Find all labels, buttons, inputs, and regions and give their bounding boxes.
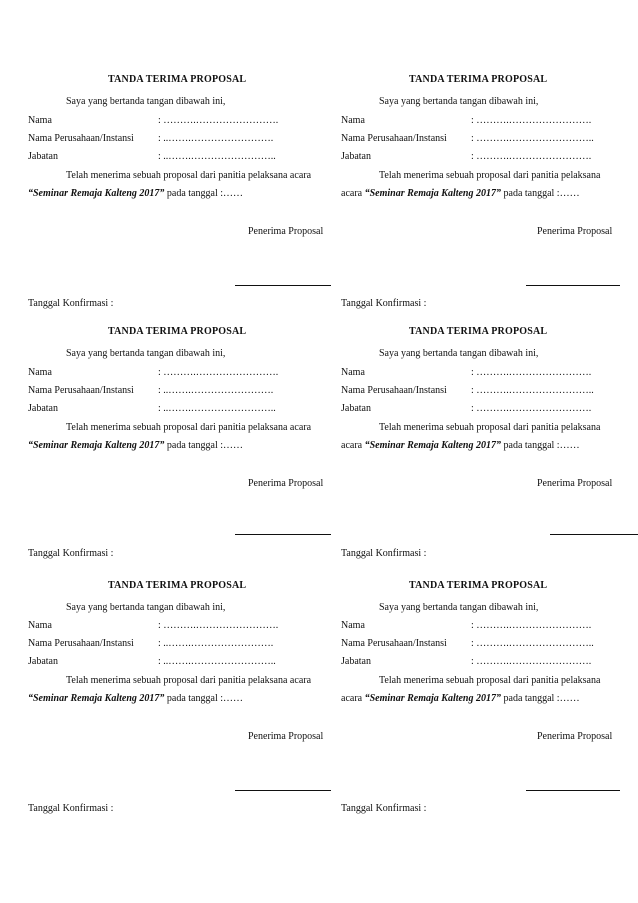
receipt-title: TANDA TERIMA PROPOSAL xyxy=(409,326,548,337)
field-label-jabatan: Jabatan xyxy=(341,151,371,162)
signature-line xyxy=(550,534,638,535)
event-date: pada tanggal :…… xyxy=(164,693,243,704)
field-value-instansi: : ..…….……………………. xyxy=(158,385,274,396)
field-label-jabatan: Jabatan xyxy=(28,656,58,667)
event-date: pada tanggal :…… xyxy=(501,440,580,451)
field-value-nama: : ……….……………………. xyxy=(158,367,279,378)
receipt-title: TANDA TERIMA PROPOSAL xyxy=(108,74,247,85)
receipt-body-text: Telah menerima sebuah proposal dari panitia pelaksana acara xyxy=(66,170,312,181)
field-value-nama: : ……….……………………. xyxy=(471,367,592,378)
receipt-body-text: Telah menerima sebuah proposal dari panitia pelaksana xyxy=(379,170,601,181)
field-value-jabatan: : ……….……………………. xyxy=(471,403,592,414)
receipt-intro: Saya yang bertanda tangan dibawah ini, xyxy=(379,348,539,359)
field-label-nama: Nama xyxy=(341,620,365,631)
receipt-card xyxy=(341,580,638,830)
field-label-instansi: Nama Perusahaan/Instansi xyxy=(341,638,447,649)
receipt-card xyxy=(341,74,638,324)
field-label-jabatan: Jabatan xyxy=(28,403,58,414)
receipt-card xyxy=(28,580,328,830)
confirm-date-label: Tanggal Konfirmasi : xyxy=(341,548,427,559)
field-value-nama: : ……….……………………. xyxy=(158,620,279,631)
receipt-title: TANDA TERIMA PROPOSAL xyxy=(108,580,247,591)
event-prefix: acara xyxy=(341,440,365,451)
field-label-nama: Nama xyxy=(28,620,52,631)
field-label-nama: Nama xyxy=(28,367,52,378)
receipt-intro: Saya yang bertanda tangan dibawah ini, xyxy=(379,602,539,613)
receipt-body-text: Telah menerima sebuah proposal dari panitia pelaksana xyxy=(379,675,601,686)
receipt-event-line xyxy=(28,693,243,705)
event-name: “Seminar Remaja Kalteng 2017” xyxy=(28,693,165,704)
confirm-date-label: Tanggal Konfirmasi : xyxy=(341,298,427,309)
field-label-nama: Nama xyxy=(341,367,365,378)
receipt-intro: Saya yang bertanda tangan dibawah ini, xyxy=(379,96,539,107)
receipt-body-text: Telah menerima sebuah proposal dari panitia pelaksana xyxy=(379,422,601,433)
signature-line xyxy=(235,534,331,535)
field-value-nama: : ……….……………………. xyxy=(158,115,279,126)
field-value-instansi: : ……….…………………….. xyxy=(471,638,594,649)
field-label-instansi: Nama Perusahaan/Instansi xyxy=(341,133,447,144)
field-label-instansi: Nama Perusahaan/Instansi xyxy=(28,385,134,396)
field-label-nama: Nama xyxy=(28,115,52,126)
event-date: pada tanggal :…… xyxy=(501,693,580,704)
recipient-label: Penerima Proposal xyxy=(248,226,324,237)
receipt-event-line xyxy=(341,440,580,452)
field-value-jabatan: : ……….……………………. xyxy=(471,151,592,162)
event-prefix: acara xyxy=(341,188,365,199)
signature-line xyxy=(235,790,331,791)
receipt-intro: Saya yang bertanda tangan dibawah ini, xyxy=(66,348,226,359)
confirm-date-label: Tanggal Konfirmasi : xyxy=(28,298,114,309)
receipt-body-text: Telah menerima sebuah proposal dari panitia pelaksana acara xyxy=(66,675,312,686)
event-date: pada tanggal :…… xyxy=(501,188,580,199)
receipt-event-line xyxy=(341,188,580,200)
confirm-date-label: Tanggal Konfirmasi : xyxy=(341,803,427,814)
event-name: “Seminar Remaja Kalteng 2017” xyxy=(28,440,165,451)
event-name: “Seminar Remaja Kalteng 2017” xyxy=(364,693,501,704)
field-value-jabatan: : ..…….…………………….. xyxy=(158,656,276,667)
field-label-jabatan: Jabatan xyxy=(28,151,58,162)
event-name: “Seminar Remaja Kalteng 2017” xyxy=(364,440,501,451)
event-date: pada tanggal :…… xyxy=(164,440,243,451)
field-label-jabatan: Jabatan xyxy=(341,656,371,667)
receipt-title: TANDA TERIMA PROPOSAL xyxy=(108,326,247,337)
recipient-label: Penerima Proposal xyxy=(537,731,613,742)
field-label-instansi: Nama Perusahaan/Instansi xyxy=(341,385,447,396)
signature-line xyxy=(526,790,620,791)
field-value-jabatan: : ..…….…………………….. xyxy=(158,403,276,414)
receipt-card xyxy=(341,326,638,576)
receipt-card xyxy=(28,74,328,324)
recipient-label: Penerima Proposal xyxy=(248,478,324,489)
signature-line xyxy=(235,285,331,286)
receipt-intro: Saya yang bertanda tangan dibawah ini, xyxy=(66,96,226,107)
receipt-body-text: Telah menerima sebuah proposal dari panitia pelaksana acara xyxy=(66,422,312,433)
receipt-event-line xyxy=(28,188,243,200)
signature-line xyxy=(526,285,620,286)
recipient-label: Penerima Proposal xyxy=(537,478,613,489)
field-value-jabatan: : ……….……………………. xyxy=(471,656,592,667)
receipt-event-line xyxy=(341,693,580,705)
event-date: pada tanggal :…… xyxy=(164,188,243,199)
confirm-date-label: Tanggal Konfirmasi : xyxy=(28,803,114,814)
receipt-intro: Saya yang bertanda tangan dibawah ini, xyxy=(66,602,226,613)
field-label-instansi: Nama Perusahaan/Instansi xyxy=(28,133,134,144)
event-name: “Seminar Remaja Kalteng 2017” xyxy=(364,188,501,199)
receipt-card xyxy=(28,326,328,576)
field-value-instansi: : ..…….……………………. xyxy=(158,133,274,144)
field-label-jabatan: Jabatan xyxy=(341,403,371,414)
confirm-date-label: Tanggal Konfirmasi : xyxy=(28,548,114,559)
field-value-nama: : ……….……………………. xyxy=(471,115,592,126)
field-value-jabatan: : ..…….…………………….. xyxy=(158,151,276,162)
recipient-label: Penerima Proposal xyxy=(248,731,324,742)
recipient-label: Penerima Proposal xyxy=(537,226,613,237)
field-value-nama: : ……….……………………. xyxy=(471,620,592,631)
receipt-title: TANDA TERIMA PROPOSAL xyxy=(409,74,548,85)
field-value-instansi: : ……….…………………….. xyxy=(471,133,594,144)
receipt-title: TANDA TERIMA PROPOSAL xyxy=(409,580,548,591)
field-label-instansi: Nama Perusahaan/Instansi xyxy=(28,638,134,649)
field-value-instansi: : ..…….……………………. xyxy=(158,638,274,649)
event-name: “Seminar Remaja Kalteng 2017” xyxy=(28,188,165,199)
event-prefix: acara xyxy=(341,693,365,704)
field-value-instansi: : ……….…………………….. xyxy=(471,385,594,396)
field-label-nama: Nama xyxy=(341,115,365,126)
receipt-event-line xyxy=(28,440,243,452)
